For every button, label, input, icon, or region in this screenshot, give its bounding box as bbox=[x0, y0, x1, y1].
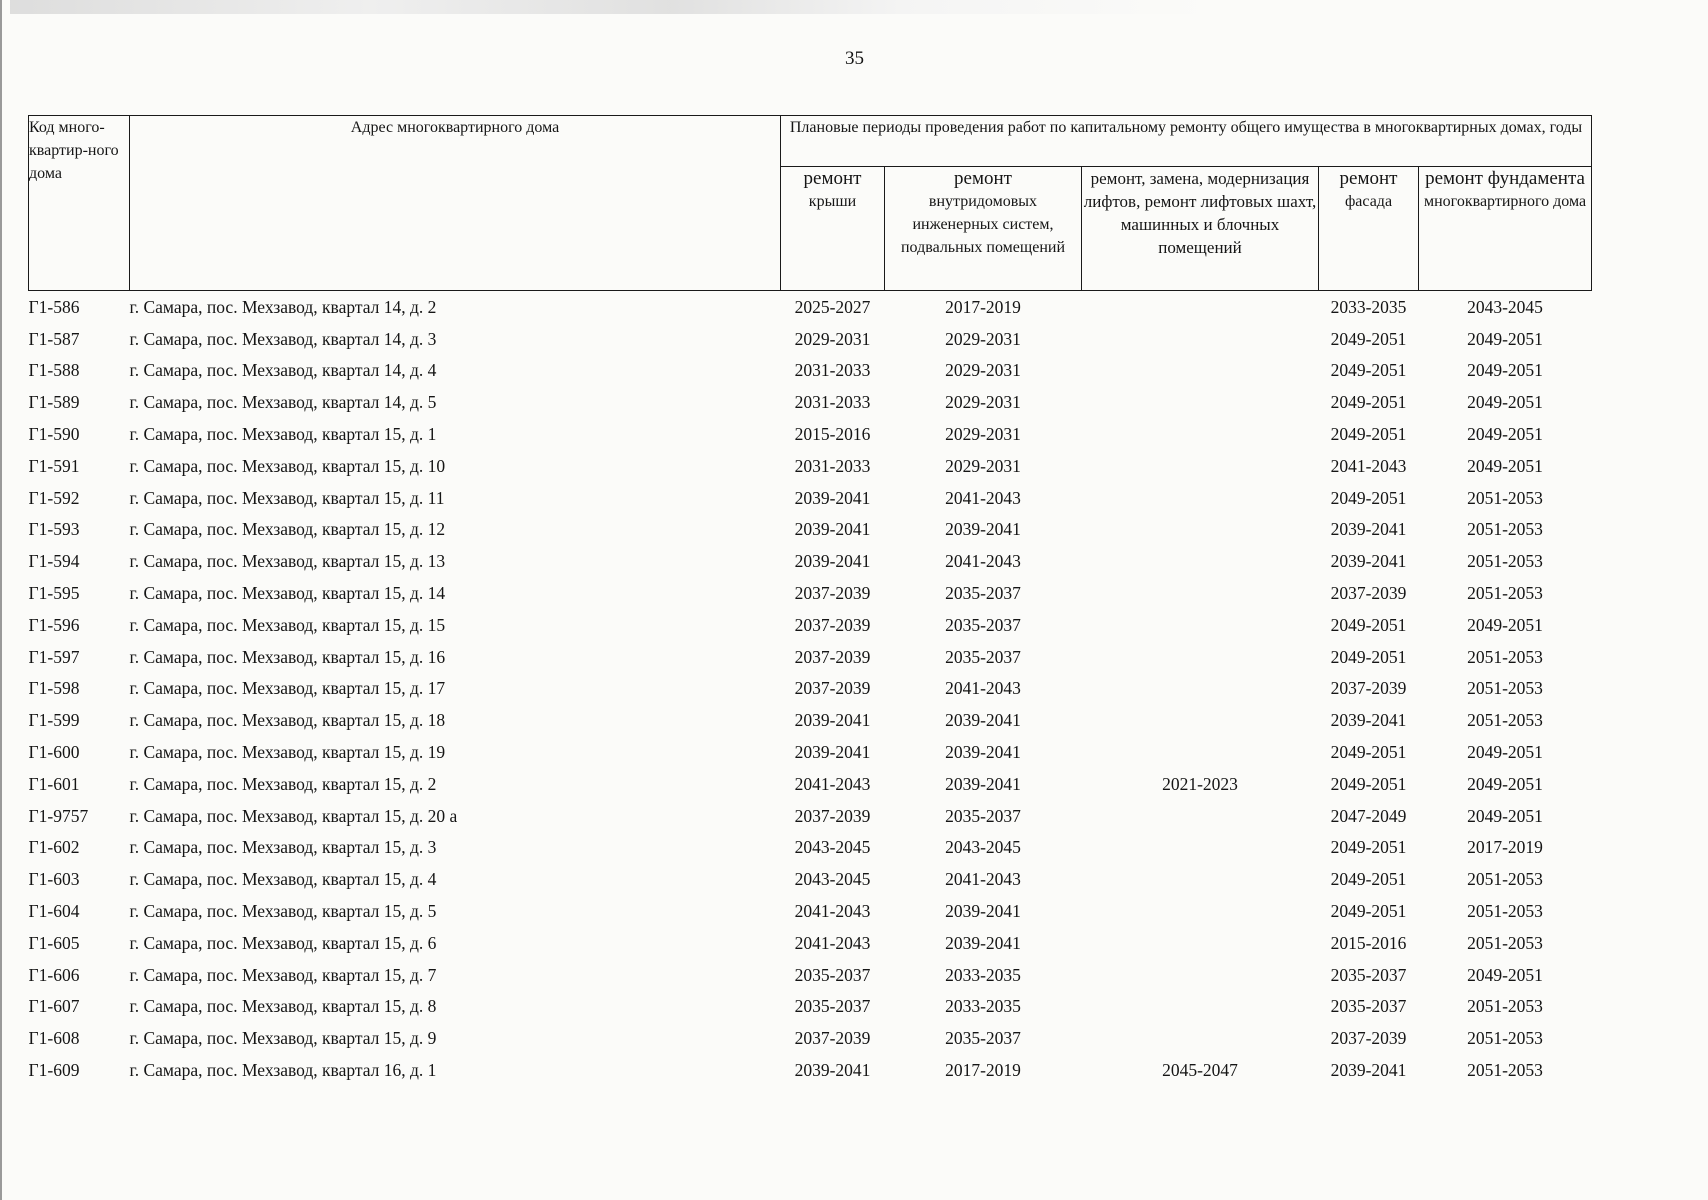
facade-period-cell: 2039-2041 bbox=[1330, 1060, 1407, 1081]
lifts-period-cell bbox=[1082, 704, 1319, 736]
lifts-period-cell bbox=[1082, 673, 1319, 705]
roof-period-cell: 2037-2039 bbox=[794, 1028, 871, 1049]
lifts-period-cell bbox=[1082, 450, 1319, 482]
house-code-cell: Г1-603 bbox=[28, 869, 80, 890]
facade-period-cell: 2049-2051 bbox=[1330, 646, 1407, 667]
foundation-period-cell: 2049-2051 bbox=[1467, 805, 1543, 826]
foundation-period-cell: 2049-2051 bbox=[1467, 424, 1543, 445]
roof-period-cell: 2015-2016 bbox=[794, 424, 871, 445]
roof-period-cell: 2043-2045 bbox=[794, 869, 871, 890]
roof-period-cell: 2037-2039 bbox=[794, 646, 871, 667]
foundation-period-cell: 2051-2053 bbox=[1467, 487, 1543, 508]
header-roof-repair-line2: крыши bbox=[808, 193, 857, 210]
address-cell: г. Самара, пос. Мехзавод, квартал 15, д. 11 bbox=[129, 487, 445, 508]
header-systems-repair-line2: внутридомовых инженерных систем, подвальных помещений bbox=[900, 193, 1065, 256]
foundation-period-cell: 2051-2053 bbox=[1467, 901, 1543, 922]
house-code-cell: Г1-597 bbox=[28, 646, 80, 667]
foundation-period-cell: 2043-2045 bbox=[1467, 296, 1543, 317]
systems-period-cell: 2033-2035 bbox=[945, 996, 1021, 1017]
systems-period-cell: 2029-2031 bbox=[945, 360, 1021, 381]
systems-period-cell: 2035-2037 bbox=[945, 1028, 1021, 1049]
systems-period-cell: 2039-2041 bbox=[945, 773, 1021, 794]
lifts-period-cell bbox=[1082, 863, 1319, 895]
roof-period-cell: 2039-2041 bbox=[794, 519, 871, 540]
table-row bbox=[29, 768, 1592, 800]
table-row bbox=[29, 736, 1592, 768]
house-code-cell: Г1-591 bbox=[28, 455, 80, 476]
lifts-period-cell: 2021-2023 bbox=[1162, 773, 1238, 794]
address-cell: г. Самара, пос. Мехзавод, квартал 15, д. 20 а bbox=[129, 805, 458, 826]
address-cell: г. Самара, пос. Мехзавод, квартал 15, д. 4 bbox=[129, 869, 437, 890]
facade-period-cell: 2015-2016 bbox=[1330, 932, 1407, 953]
capital-repair-schedule-table bbox=[28, 115, 1592, 1086]
address-cell: г. Самара, пос. Мехзавод, квартал 16, д. 1 bbox=[129, 1060, 437, 1081]
systems-period-cell: 2029-2031 bbox=[945, 424, 1021, 445]
roof-period-cell: 2037-2039 bbox=[794, 805, 871, 826]
house-code-cell: Г1-598 bbox=[28, 678, 80, 699]
foundation-period-cell: 2051-2053 bbox=[1467, 551, 1543, 572]
systems-period-cell: 2039-2041 bbox=[945, 710, 1021, 731]
header-house-code: Код много-квартир-ного дома bbox=[29, 116, 130, 291]
table-row bbox=[29, 1054, 1592, 1086]
address-cell: г. Самара, пос. Мехзавод, квартал 14, д. 5 bbox=[129, 392, 437, 413]
address-cell: г. Самара, пос. Мехзавод, квартал 15, д. 6 bbox=[129, 932, 437, 953]
foundation-period-cell: 2049-2051 bbox=[1467, 392, 1543, 413]
lifts-period-cell: 2045-2047 bbox=[1162, 1060, 1238, 1081]
systems-period-cell: 2041-2043 bbox=[945, 551, 1021, 572]
roof-period-cell: 2041-2043 bbox=[794, 932, 871, 953]
address-cell: г. Самара, пос. Мехзавод, квартал 15, д. 13 bbox=[129, 551, 446, 572]
table-row bbox=[29, 577, 1592, 609]
page-edge bbox=[0, 0, 2, 1200]
facade-period-cell: 2049-2051 bbox=[1330, 901, 1407, 922]
table-row bbox=[29, 355, 1592, 387]
lifts-period-cell bbox=[1082, 927, 1319, 959]
table-row bbox=[29, 895, 1592, 927]
facade-period-cell: 2039-2041 bbox=[1330, 519, 1407, 540]
house-code-cell: Г1-596 bbox=[28, 614, 80, 635]
facade-period-cell: 2035-2037 bbox=[1330, 996, 1407, 1017]
facade-period-cell: 2033-2035 bbox=[1330, 296, 1407, 317]
systems-period-cell: 2017-2019 bbox=[945, 296, 1021, 317]
systems-period-cell: 2035-2037 bbox=[945, 614, 1021, 635]
systems-period-cell: 2041-2043 bbox=[945, 869, 1021, 890]
house-code-cell: Г1-601 bbox=[28, 773, 80, 794]
house-code-cell: Г1-9757 bbox=[28, 805, 89, 826]
header-systems-repair bbox=[885, 167, 1082, 291]
address-cell: г. Самара, пос. Мехзавод, квартал 14, д. 2 bbox=[129, 296, 437, 317]
house-code-cell: Г1-595 bbox=[28, 583, 80, 604]
roof-period-cell: 2035-2037 bbox=[794, 964, 871, 985]
table-row bbox=[29, 959, 1592, 991]
foundation-period-cell: 2051-2053 bbox=[1467, 583, 1543, 604]
table-row bbox=[29, 418, 1592, 450]
house-code-cell: Г1-600 bbox=[28, 742, 80, 763]
house-code-cell: Г1-605 bbox=[28, 932, 80, 953]
house-code-cell: Г1-604 bbox=[28, 901, 80, 922]
house-code-cell: Г1-586 bbox=[28, 296, 80, 317]
address-cell: г. Самара, пос. Мехзавод, квартал 15, д. 3 bbox=[129, 837, 437, 858]
roof-period-cell: 2043-2045 bbox=[794, 837, 871, 858]
house-code-cell: Г1-590 bbox=[28, 424, 80, 445]
facade-period-cell: 2041-2043 bbox=[1330, 455, 1407, 476]
address-cell: г. Самара, пос. Мехзавод, квартал 15, д. 7 bbox=[129, 964, 437, 985]
house-code-cell: Г1-587 bbox=[28, 328, 80, 349]
facade-period-cell: 2035-2037 bbox=[1330, 964, 1407, 985]
foundation-period-cell: 2017-2019 bbox=[1467, 837, 1543, 858]
lifts-period-cell bbox=[1082, 355, 1319, 387]
address-cell: г. Самара, пос. Мехзавод, квартал 15, д. 19 bbox=[129, 742, 446, 763]
header-roof-repair bbox=[781, 167, 885, 291]
house-code-cell: Г1-607 bbox=[28, 996, 80, 1017]
address-cell: г. Самара, пос. Мехзавод, квартал 15, д. 18 bbox=[129, 710, 446, 731]
table-row bbox=[29, 609, 1592, 641]
roof-period-cell: 2029-2031 bbox=[794, 328, 871, 349]
foundation-period-cell: 2051-2053 bbox=[1467, 646, 1543, 667]
roof-period-cell: 2039-2041 bbox=[794, 1060, 871, 1081]
lifts-period-cell bbox=[1082, 418, 1319, 450]
address-cell: г. Самара, пос. Мехзавод, квартал 15, д. 10 bbox=[129, 455, 446, 476]
table-row bbox=[29, 673, 1592, 705]
lifts-period-cell bbox=[1082, 736, 1319, 768]
systems-period-cell: 2039-2041 bbox=[945, 742, 1021, 763]
table-body bbox=[29, 291, 1592, 1086]
address-cell: г. Самара, пос. Мехзавод, квартал 14, д. 4 bbox=[129, 360, 437, 381]
lifts-period-cell bbox=[1082, 800, 1319, 832]
header-facade-repair-line1: ремонт bbox=[1339, 168, 1398, 189]
roof-period-cell: 2031-2033 bbox=[794, 360, 871, 381]
scan-noise-strip bbox=[10, 0, 1210, 14]
systems-period-cell: 2039-2041 bbox=[945, 519, 1021, 540]
foundation-period-cell: 2049-2051 bbox=[1467, 614, 1543, 635]
foundation-period-cell: 2049-2051 bbox=[1467, 360, 1543, 381]
lifts-period-cell bbox=[1082, 482, 1319, 514]
house-code-cell: Г1-592 bbox=[28, 487, 80, 508]
facade-period-cell: 2049-2051 bbox=[1330, 869, 1407, 890]
table-row bbox=[29, 927, 1592, 959]
address-cell: г. Самара, пос. Мехзавод, квартал 15, д. 8 bbox=[129, 996, 437, 1017]
systems-period-cell: 2035-2037 bbox=[945, 646, 1021, 667]
foundation-period-cell: 2051-2053 bbox=[1467, 710, 1543, 731]
systems-period-cell: 2041-2043 bbox=[945, 487, 1021, 508]
lifts-period-cell bbox=[1082, 991, 1319, 1023]
facade-period-cell: 2049-2051 bbox=[1330, 487, 1407, 508]
foundation-period-cell: 2051-2053 bbox=[1467, 1060, 1543, 1081]
lifts-period-cell bbox=[1082, 545, 1319, 577]
facade-period-cell: 2049-2051 bbox=[1330, 328, 1407, 349]
address-cell: г. Самара, пос. Мехзавод, квартал 15, д. 5 bbox=[129, 901, 437, 922]
house-code-cell: Г1-594 bbox=[28, 551, 80, 572]
foundation-period-cell: 2051-2053 bbox=[1467, 519, 1543, 540]
foundation-period-cell: 2051-2053 bbox=[1467, 869, 1543, 890]
foundation-period-cell: 2049-2051 bbox=[1467, 964, 1543, 985]
foundation-period-cell: 2051-2053 bbox=[1467, 678, 1543, 699]
roof-period-cell: 2031-2033 bbox=[794, 392, 871, 413]
address-cell: г. Самара, пос. Мехзавод, квартал 15, д. 16 bbox=[129, 646, 446, 667]
systems-period-cell: 2035-2037 bbox=[945, 583, 1021, 604]
address-cell: г. Самара, пос. Мехзавод, квартал 15, д. 2 bbox=[129, 773, 437, 794]
lifts-period-cell bbox=[1082, 832, 1319, 864]
address-cell: г. Самара, пос. Мехзавод, квартал 15, д. 17 bbox=[129, 678, 446, 699]
facade-period-cell: 2037-2039 bbox=[1330, 1028, 1407, 1049]
lifts-period-cell bbox=[1082, 641, 1319, 673]
house-code-cell: Г1-608 bbox=[28, 1028, 80, 1049]
address-cell: г. Самара, пос. Мехзавод, квартал 15, д. 12 bbox=[129, 519, 446, 540]
table-row bbox=[29, 1022, 1592, 1054]
page-number: 35 bbox=[845, 48, 864, 69]
facade-period-cell: 2049-2051 bbox=[1330, 773, 1407, 794]
foundation-period-cell: 2049-2051 bbox=[1467, 773, 1543, 794]
facade-period-cell: 2047-2049 bbox=[1330, 805, 1407, 826]
foundation-period-cell: 2049-2051 bbox=[1467, 328, 1543, 349]
facade-period-cell: 2049-2051 bbox=[1330, 742, 1407, 763]
foundation-period-cell: 2049-2051 bbox=[1467, 455, 1543, 476]
table-row bbox=[29, 704, 1592, 736]
house-code-cell: Г1-609 bbox=[28, 1060, 80, 1081]
address-cell: г. Самара, пос. Мехзавод, квартал 15, д. 15 bbox=[129, 614, 446, 635]
house-code-cell: Г1-593 bbox=[28, 519, 80, 540]
lifts-period-cell bbox=[1082, 959, 1319, 991]
roof-period-cell: 2025-2027 bbox=[794, 296, 871, 317]
facade-period-cell: 2049-2051 bbox=[1330, 360, 1407, 381]
systems-period-cell: 2029-2031 bbox=[945, 328, 1021, 349]
lifts-period-cell bbox=[1082, 577, 1319, 609]
table-row bbox=[29, 291, 1592, 323]
roof-period-cell: 2037-2039 bbox=[794, 614, 871, 635]
header-foundation-repair-line1: ремонт фундамента bbox=[1425, 168, 1585, 189]
header-facade-repair-line2: фасада bbox=[1344, 193, 1393, 210]
systems-period-cell: 2017-2019 bbox=[945, 1060, 1021, 1081]
facade-period-cell: 2049-2051 bbox=[1330, 837, 1407, 858]
table-row bbox=[29, 641, 1592, 673]
systems-period-cell: 2041-2043 bbox=[945, 678, 1021, 699]
lifts-period-cell bbox=[1082, 514, 1319, 546]
systems-period-cell: 2043-2045 bbox=[945, 837, 1021, 858]
table-row bbox=[29, 386, 1592, 418]
address-cell: г. Самара, пос. Мехзавод, квартал 15, д. 1 bbox=[129, 424, 437, 445]
lifts-period-cell bbox=[1082, 386, 1319, 418]
roof-period-cell: 2041-2043 bbox=[794, 773, 871, 794]
table-row bbox=[29, 991, 1592, 1023]
foundation-period-cell: 2049-2051 bbox=[1467, 742, 1543, 763]
header-address: Адрес многоквартирного дома bbox=[130, 116, 781, 291]
address-cell: г. Самара, пос. Мехзавод, квартал 15, д. 14 bbox=[129, 583, 446, 604]
facade-period-cell: 2037-2039 bbox=[1330, 678, 1407, 699]
house-code-cell: Г1-602 bbox=[28, 837, 80, 858]
house-code-cell: Г1-599 bbox=[28, 710, 80, 731]
table-row bbox=[29, 323, 1592, 355]
table-row bbox=[29, 482, 1592, 514]
lifts-period-cell bbox=[1082, 895, 1319, 927]
facade-period-cell: 2049-2051 bbox=[1330, 614, 1407, 635]
lifts-period-cell bbox=[1082, 291, 1319, 323]
foundation-period-cell: 2051-2053 bbox=[1467, 996, 1543, 1017]
lifts-period-cell bbox=[1082, 323, 1319, 355]
table-row bbox=[29, 800, 1592, 832]
roof-period-cell: 2039-2041 bbox=[794, 742, 871, 763]
header-roof-repair-line1: ремонт bbox=[803, 168, 862, 189]
table-header bbox=[29, 116, 1592, 291]
foundation-period-cell: 2051-2053 bbox=[1467, 932, 1543, 953]
header-systems-repair-line1: ремонт bbox=[954, 168, 1012, 189]
facade-period-cell: 2049-2051 bbox=[1330, 392, 1407, 413]
table-row bbox=[29, 514, 1592, 546]
systems-period-cell: 2033-2035 bbox=[945, 964, 1021, 985]
facade-period-cell: 2049-2051 bbox=[1330, 424, 1407, 445]
facade-period-cell: 2039-2041 bbox=[1330, 551, 1407, 572]
header-facade-repair bbox=[1319, 167, 1419, 291]
roof-period-cell: 2039-2041 bbox=[794, 487, 871, 508]
foundation-period-cell: 2051-2053 bbox=[1467, 1028, 1543, 1049]
systems-period-cell: 2035-2037 bbox=[945, 805, 1021, 826]
roof-period-cell: 2031-2033 bbox=[794, 455, 871, 476]
lifts-period-cell bbox=[1082, 609, 1319, 641]
systems-period-cell: 2039-2041 bbox=[945, 932, 1021, 953]
facade-period-cell: 2037-2039 bbox=[1330, 583, 1407, 604]
header-planned-periods: Плановые периоды проведения работ по капитальному ремонту общего имущества в многоквартирных домах, годы bbox=[781, 116, 1592, 167]
roof-period-cell: 2037-2039 bbox=[794, 583, 871, 604]
facade-period-cell: 2039-2041 bbox=[1330, 710, 1407, 731]
systems-period-cell: 2029-2031 bbox=[945, 455, 1021, 476]
systems-period-cell: 2039-2041 bbox=[945, 901, 1021, 922]
header-foundation-repair-line2: многоквартирного дома bbox=[1423, 193, 1587, 210]
table-row bbox=[29, 545, 1592, 577]
table-row bbox=[29, 863, 1592, 895]
lifts-period-cell bbox=[1082, 1022, 1319, 1054]
house-code-cell: Г1-606 bbox=[28, 964, 80, 985]
house-code-cell: Г1-588 bbox=[28, 360, 80, 381]
header-lifts-repair: ремонт, замена, модернизация лифтов, ремонт лифтовых шахт, машинных и блочных помещений bbox=[1082, 167, 1319, 291]
house-code-cell: Г1-589 bbox=[28, 392, 80, 413]
address-cell: г. Самара, пос. Мехзавод, квартал 15, д. 9 bbox=[129, 1028, 437, 1049]
systems-period-cell: 2029-2031 bbox=[945, 392, 1021, 413]
roof-period-cell: 2035-2037 bbox=[794, 996, 871, 1017]
roof-period-cell: 2037-2039 bbox=[794, 678, 871, 699]
roof-period-cell: 2041-2043 bbox=[794, 901, 871, 922]
header-foundation-repair bbox=[1419, 167, 1592, 291]
roof-period-cell: 2039-2041 bbox=[794, 710, 871, 731]
roof-period-cell: 2039-2041 bbox=[794, 551, 871, 572]
table-row bbox=[29, 450, 1592, 482]
table-row bbox=[29, 832, 1592, 864]
address-cell: г. Самара, пос. Мехзавод, квартал 14, д. 3 bbox=[129, 328, 437, 349]
